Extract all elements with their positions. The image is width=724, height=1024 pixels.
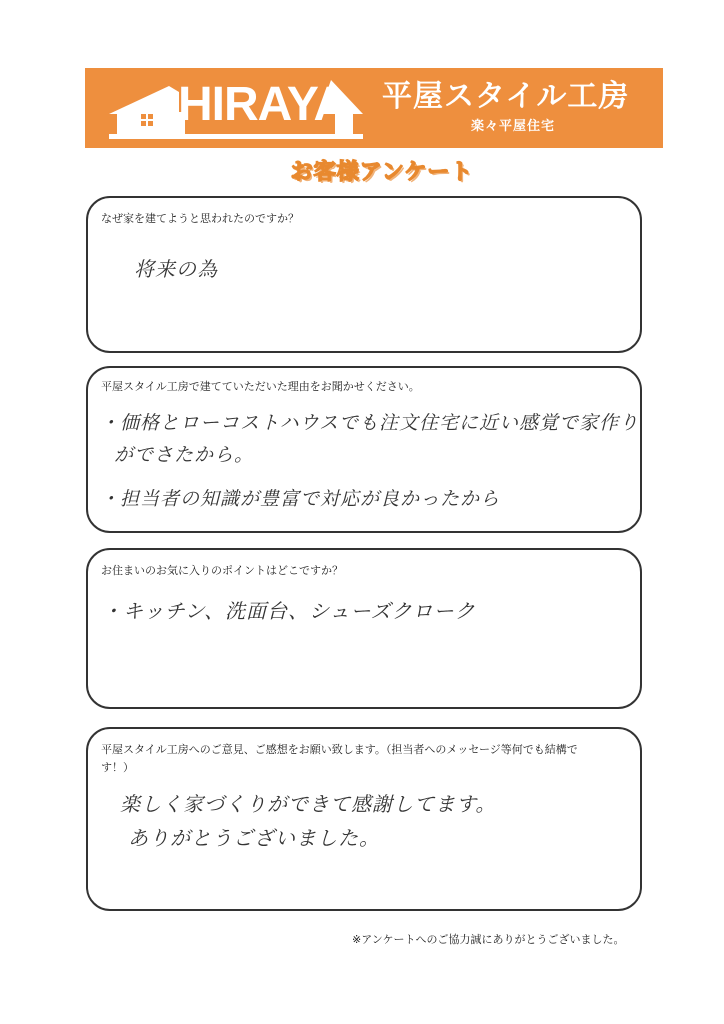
survey-title: お客様アンケート bbox=[290, 160, 474, 185]
question-box-1 bbox=[86, 196, 642, 353]
studio-subtitle: 楽々平屋住宅 bbox=[471, 119, 556, 134]
question-box-4 bbox=[86, 727, 642, 911]
studio-name: 平屋スタイル工房 bbox=[382, 79, 630, 114]
answer-line: ・価格とローコストハウスでも注文住宅に近い感覚で家作り bbox=[100, 412, 640, 434]
question-label: 平屋スタイル工房で建てていただいた理由をお聞かせください。 bbox=[101, 380, 420, 393]
question-box-2 bbox=[86, 366, 642, 533]
answer-line: 将来の為 bbox=[134, 257, 218, 281]
question-label-cont: す！） bbox=[101, 761, 134, 774]
footer-note: ※アンケートへのご協力誠にありがとうございました。 bbox=[352, 933, 625, 946]
answer-line: 楽しく家づくりができて感謝してます。 bbox=[120, 792, 497, 816]
logo-text: HIRAYA bbox=[178, 78, 348, 131]
question-label: お住まいのお気に入りのポイントはどこですか？ bbox=[101, 564, 343, 577]
answer-line: ・キッチン、洗面台、シューズクローク bbox=[102, 599, 476, 623]
header-banner bbox=[85, 68, 663, 148]
answer-line: ・担当者の知識が豊富で対応が良かったから bbox=[100, 488, 501, 510]
answer-line: がでさたから。 bbox=[114, 444, 255, 466]
question-label: 平屋スタイル工房へのご意見、ご感想をお願い致します。（担当者へのメッセージ等何でも結構で bbox=[101, 743, 578, 756]
question-box-3 bbox=[86, 548, 642, 709]
answer-line: ありがとうございました。 bbox=[128, 826, 380, 850]
question-label: なぜ家を建てようと思われたのですか？ bbox=[101, 212, 299, 225]
